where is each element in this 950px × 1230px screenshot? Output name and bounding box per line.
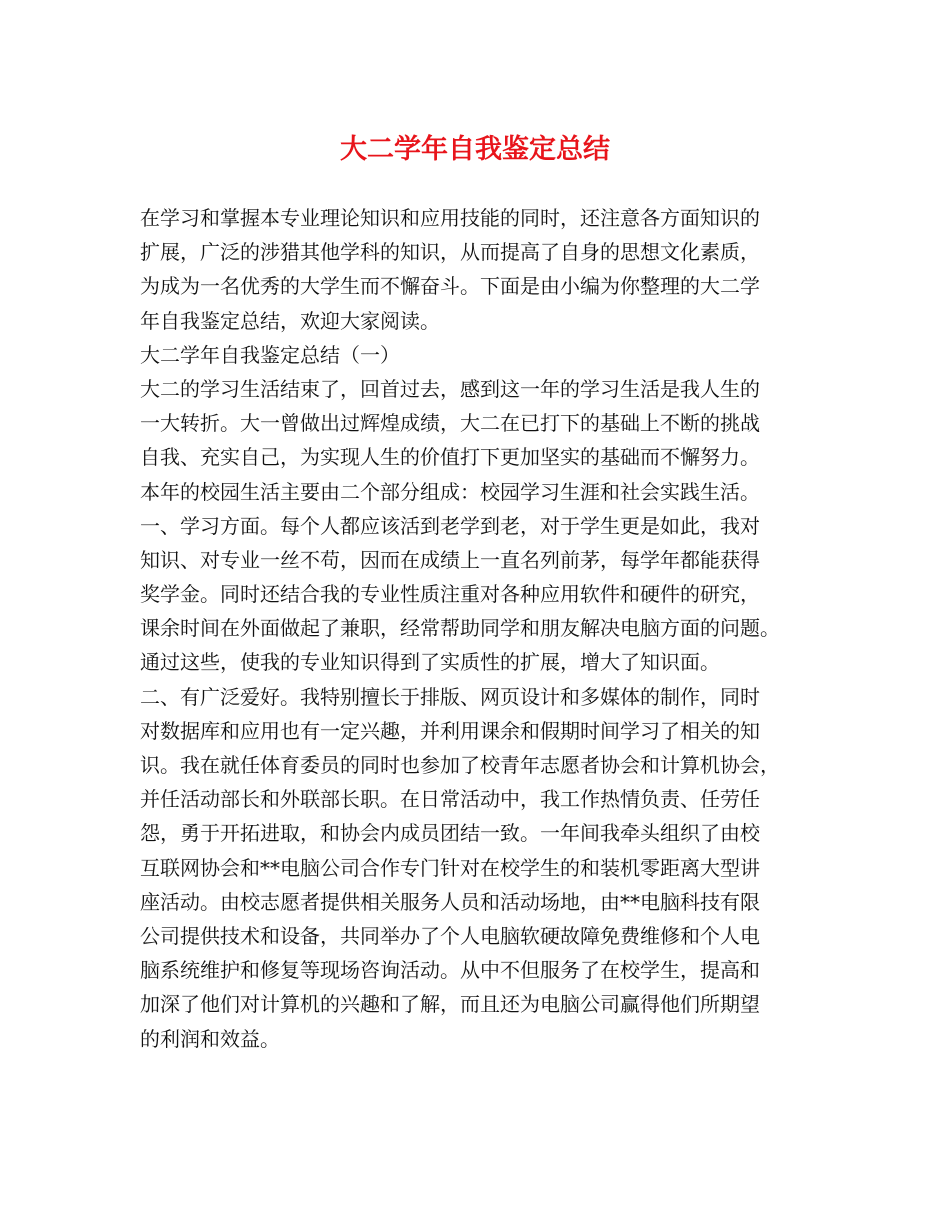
paragraph-line: 大二的学习生活结束了，回首过去，感到这一年的学习生活是我人生的 xyxy=(140,376,760,401)
paragraph-line: 互联网协会和**电脑公司合作专门针对在校学生的和装机零距离大型讲 xyxy=(140,855,760,880)
paragraph-line: 通过这些，使我的专业知识得到了实质性的扩展，增大了知识面。 xyxy=(140,650,720,675)
paragraph-line: 本年的校园生活主要由二个部分组成：校园学习生涯和社会实践生活。 xyxy=(140,479,760,504)
paragraph-line: 一大转折。大一曾做出过辉煌成绩，大二在已打下的基础上不断的挑战 xyxy=(140,411,760,436)
paragraph-line: 知识、对专业一丝不苟，因而在成绩上一直名列前茅，每学年都能获得 xyxy=(140,547,760,572)
section-heading: 大二学年自我鉴定总结（一） xyxy=(140,342,400,367)
paragraph-line: 二、有广泛爱好。我特别擅长于排版、网页设计和多媒体的制作，同时 xyxy=(140,684,760,709)
paragraph-line: 在学习和掌握本专业理论知识和应用技能的同时，还注意各方面知识的 xyxy=(140,206,760,230)
paragraph-line: 年自我鉴定总结，欢迎大家阅读。 xyxy=(140,308,440,333)
document-body xyxy=(140,201,830,1056)
paragraph-line: 为成为一名优秀的大学生而不懈奋斗。下面是由小编为你整理的大二学 xyxy=(140,274,760,299)
paragraph-line: 课余时间在外面做起了兼职，经常帮助同学和朋友解决电脑方面的问题。 xyxy=(140,616,780,641)
paragraph-line: 座活动。由校志愿者提供相关服务人员和活动场地，由**电脑科技有限 xyxy=(140,889,760,914)
document-title: 大二学年自我鉴定总结 xyxy=(340,134,610,165)
paragraph-line: 脑系统维护和修复等现场咨询活动。从中不但服务了在校学生，提高和 xyxy=(140,958,760,983)
paragraph-line: 并任活动部长和外联部长职。在日常活动中，我工作热情负责、任劳任 xyxy=(140,787,760,812)
paragraph-line: 自我、充实自己，为实现人生的价值打下更加坚实的基础而不懈努力。 xyxy=(140,445,760,470)
paragraph-line: 对数据库和应用也有一定兴趣，并利用课余和假期时间学习了相关的知 xyxy=(140,718,760,743)
paragraph-line: 加深了他们对计算机的兴趣和了解，而且还为电脑公司赢得他们所期望 xyxy=(140,992,760,1017)
paragraph-line: 怨，勇于开拓进取，和协会内成员团结一致。一年间我牵头组织了由校 xyxy=(140,821,760,846)
paragraph-line: 奖学金。同时还结合我的专业性质注重对各种应用软件和硬件的研究， xyxy=(140,582,760,607)
paragraph-line: 一、学习方面。每个人都应该活到老学到老，对于学生更是如此，我对 xyxy=(140,513,760,538)
paragraph-line: 的利润和效益。 xyxy=(140,1026,280,1051)
paragraph-line: 扩展，广泛的涉猎其他学科的知识，从而提高了自身的思想文化素质， xyxy=(140,240,760,265)
paragraph-line: 公司提供技术和设备，共同举办了个人电脑软硬故障免费维修和个人电 xyxy=(140,923,760,948)
paragraph-line: 识。我在就任体育委员的同时也参加了校青年志愿者协会和计算机协会， xyxy=(140,753,780,777)
